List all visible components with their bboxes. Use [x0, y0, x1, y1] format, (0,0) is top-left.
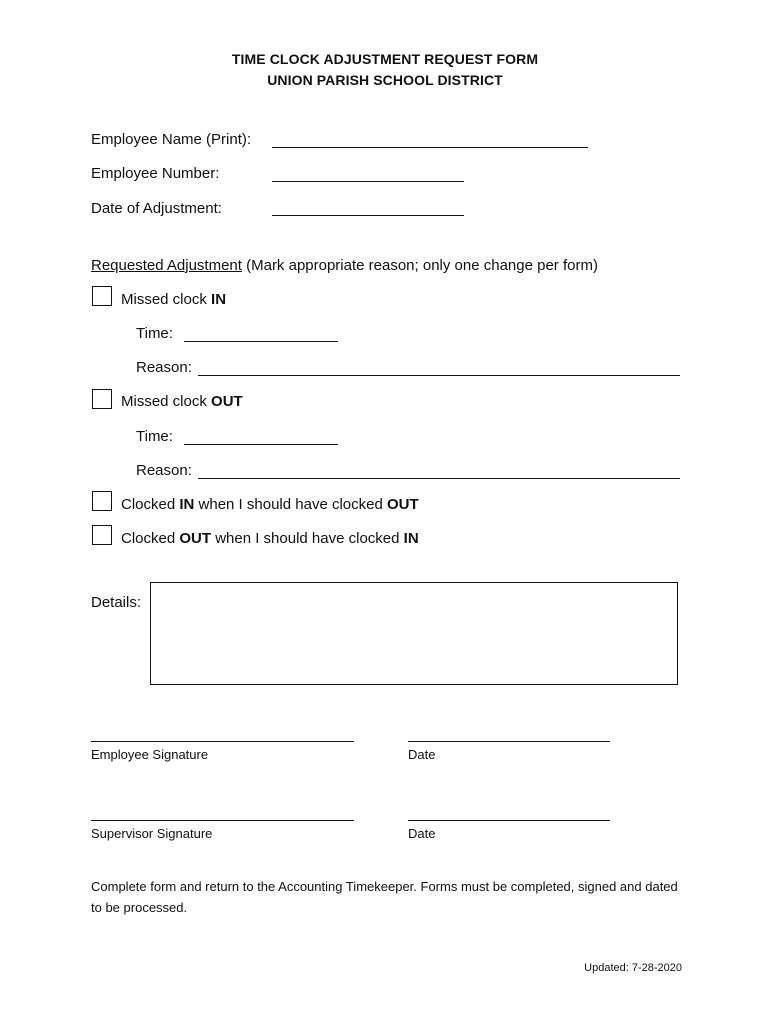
form-title: TIME CLOCK ADJUSTMENT REQUEST FORM — [231, 51, 539, 67]
employee-number-field[interactable] — [272, 181, 464, 182]
details-textbox[interactable] — [150, 582, 678, 685]
clocked-in-instead-of-out-checkbox[interactable] — [92, 491, 112, 511]
employee-signature-label: Employee Signature — [91, 747, 209, 762]
clocked-out-instead-of-in-checkbox[interactable] — [92, 525, 112, 545]
employee-signature-line[interactable] — [91, 741, 354, 742]
details-label: Details: — [91, 594, 142, 611]
date-of-adjustment-field[interactable] — [272, 215, 464, 216]
clocked-out-instead-of-in-label: Clocked OUT when I should have clocked IN — [121, 530, 419, 547]
date-of-adjustment-label: Date of Adjustment: — [91, 200, 222, 217]
missed-in-reason-label: Reason: — [136, 359, 192, 376]
missed-out-time-label: Time: — [136, 428, 173, 445]
submission-instructions: Complete form and return to the Accounting Timekeeper. Forms must be completed, signed and dated to be processed. — [91, 879, 678, 915]
missed-clock-in-checkbox[interactable] — [92, 286, 112, 306]
missed-in-time-field[interactable] — [184, 341, 338, 342]
missed-clock-in-label: Missed clock IN — [121, 291, 227, 308]
clocked-in-instead-of-out-label: Clocked IN when I should have clocked OUT — [121, 496, 419, 513]
missed-out-reason-field[interactable] — [198, 478, 680, 479]
employee-date-line[interactable] — [408, 741, 610, 742]
missed-in-reason-field[interactable] — [198, 375, 680, 376]
missed-clock-out-checkbox[interactable] — [92, 389, 112, 409]
missed-clock-out-label: Missed clock OUT — [121, 393, 243, 410]
employee-name-field[interactable] — [272, 147, 588, 148]
supervisor-signature-line[interactable] — [91, 820, 354, 821]
district-name: UNION PARISH SCHOOL DISTRICT — [267, 72, 503, 88]
updated-date: Updated: 7-28-2020 — [584, 962, 682, 974]
supervisor-date-line[interactable] — [408, 820, 610, 821]
requested-adjustment-heading — [91, 257, 598, 274]
missed-in-time-label: Time: — [136, 325, 173, 342]
supervisor-date-label: Date — [408, 826, 436, 841]
requested-adjustment-title: Requested Adjustment — [91, 257, 242, 274]
employee-date-label: Date — [408, 747, 436, 762]
missed-out-time-field[interactable] — [184, 444, 338, 445]
missed-out-reason-label: Reason: — [136, 462, 192, 479]
employee-name-label: Employee Name (Print): — [91, 131, 252, 148]
employee-number-label: Employee Number: — [91, 165, 220, 182]
requested-adjustment-instructions: (Mark appropriate reason; only one change per form) — [246, 257, 598, 274]
supervisor-signature-label: Supervisor Signature — [91, 826, 213, 841]
